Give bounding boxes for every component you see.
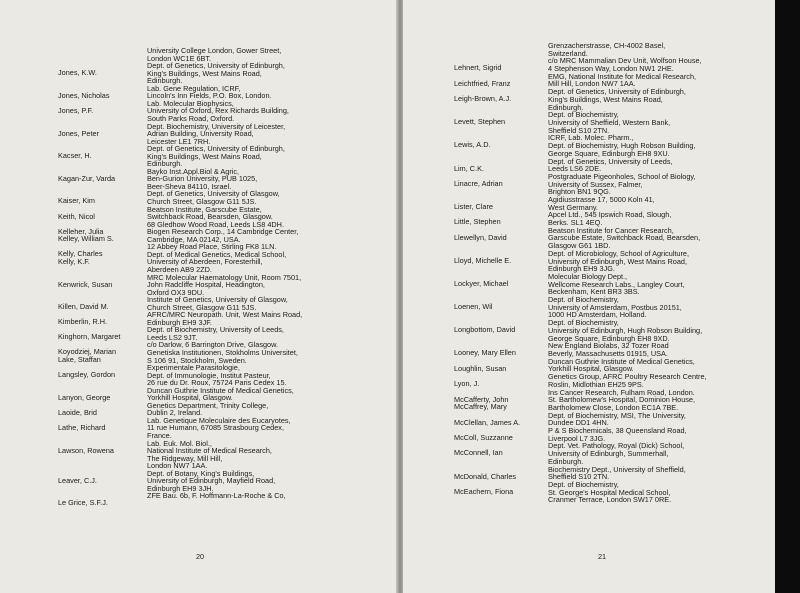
entry-address-line: St. Bartholomew's Hospital, Dominion House, xyxy=(548,395,695,405)
entry-name: Kelly, Charles xyxy=(58,249,103,259)
entry-address-line: MRC Molecular Haematology Unit, Room 7501, xyxy=(147,272,302,282)
entry-address-line: Edinburgh EH9 3JF. xyxy=(147,317,212,327)
entry-address-line: Postgraduate Pigeonholes, School of Biology, xyxy=(548,171,696,181)
entry-address-line: Cambridge, MA 02142, USA. xyxy=(147,234,241,244)
entry-name: Little, Stephen xyxy=(454,217,501,227)
entry-name: Kelly, K.F. xyxy=(58,256,90,266)
entry-address-line: S 106 91, Stockholm, Sweden. xyxy=(147,355,247,365)
entry-address-line: France. xyxy=(147,431,172,441)
entry-address-line: Leeds LS2 9JT. xyxy=(147,332,198,342)
entry-address-line: Lab. Gene Regulation, ICRF, xyxy=(147,83,241,93)
entry-address-line: Dept. of Genetics, University of Glasgow, xyxy=(147,189,280,199)
entry-name: Levett, Stephen xyxy=(454,117,506,127)
entry-address-line: Dept. of Biochemistry, xyxy=(548,295,619,305)
entry-address-line: Dundee DD1 4HN. xyxy=(548,418,609,428)
entry-address-line: Molecular Biology Dept., xyxy=(548,272,628,281)
entry-address-line: University of Edinburgh, Hugh Robson Building, xyxy=(548,325,703,335)
entry-name: McConnell, Ian xyxy=(454,448,503,458)
entry-name: Kinghorn, Margaret xyxy=(58,332,121,342)
entry-address-line: Dept. Vet. Pathology, Royal (Dick) School, xyxy=(548,441,685,451)
entry-name: McClellan, James A. xyxy=(454,417,521,427)
entry-name: Leaver, C.J. xyxy=(58,475,97,485)
entry-address-line: Lincoln's Inn Fields, P.O. Box, London. xyxy=(147,91,272,101)
entry-address-line: Genetics Group, AFRC Poultry Research Centre, xyxy=(548,372,707,382)
entry-address-line: Leeds LS6 2DE. xyxy=(548,164,602,174)
entry-address-line: Berks. SL1 4EQ. xyxy=(548,218,603,228)
entry-name: Looney, Mary Ellen xyxy=(454,348,516,358)
left-page-number: 20 xyxy=(196,552,205,561)
entry-name: Jones, Nicholas xyxy=(58,90,110,100)
entry-address-line: c/o Darlow, 6 Barrington Drive, Glasgow. xyxy=(147,340,278,350)
entry-address-line: Bayko Inst.Appl.Biol & Agric, xyxy=(147,166,240,176)
entry-address-line: George Square, Edinburgh EH8 9XU. xyxy=(548,148,670,158)
entry-address-line: Lab. Euk. Mol. Biol., xyxy=(147,438,212,448)
entry-address-line: EMG, National Institute for Medical Research, xyxy=(548,71,697,81)
entry-address-line: New England Biolabs, 32 Tozer Road xyxy=(548,341,669,351)
entry-address-line: John Radcliffe Hospital, Headington, xyxy=(147,280,265,290)
entry-address-line: Sheffield S10 2TN. xyxy=(548,472,610,482)
entry-address-line: Ben-Gurion University, PUB 1025, xyxy=(147,174,258,184)
entry-name: Langsley, Gordon xyxy=(58,370,116,380)
entry-address-line: ZFE Bau. 6b, F. Hoffmann-La-Roche & Co, xyxy=(147,491,286,501)
entry-address-line: South Parks Road, Oxford. xyxy=(147,113,235,123)
entry-name: Lockyer, Michael xyxy=(454,279,509,288)
entry-name: Llewellyn, David xyxy=(454,232,507,242)
entry-address-line: 1000 HD Amsterdam, Holland. xyxy=(548,310,647,320)
entry-name: Keith, Nicol xyxy=(58,211,95,221)
entry-address-line: Edinburgh. xyxy=(548,102,584,112)
entry-address-line: University of Amsterdam, Postbus 20151, xyxy=(548,302,682,312)
entry-address-line: Dept. of Genetics, University of Leeds, xyxy=(548,156,673,166)
entry-name: Koyodziej, Marian xyxy=(58,347,116,357)
entry-address-line: Dept. Biochemistry, University of Leicester, xyxy=(147,121,286,131)
entry-address-line: George Square, Edinburgh EH8 9XD. xyxy=(548,333,670,343)
entry-address-line: Ins Cancer Research, Fulham Road, London. xyxy=(548,387,695,397)
entry-address-line: Yorkhill Hospital, Glasgow. xyxy=(548,364,634,374)
entry-address-line: c/o MRC Mammalian Dev Unit, Wolfson House, xyxy=(548,56,702,66)
entry-name: Kacser, H. xyxy=(58,151,92,161)
entry-address-line: Yorkhill Hospital, Glasgow. xyxy=(147,393,233,403)
entry-name: Lewis, A.D. xyxy=(454,140,491,150)
entry-address-line: ICRF, Lab. Molec. Pharm., xyxy=(548,133,634,143)
entry-address-line: King's Buildings, West Mains Road, xyxy=(147,68,262,78)
entry-address-line: London NW7 1AA. xyxy=(147,461,208,471)
entry-address-line: Adrian Building, University Road, xyxy=(147,129,254,139)
right-page-number: 21 xyxy=(598,552,607,561)
entry-name: Le Grice, S.F.J. xyxy=(58,498,108,508)
entry-address-line: Dept. of Biochemistry, xyxy=(548,479,619,489)
entry-address-line: Switzerland. xyxy=(548,48,588,58)
entry-address-line: Lab. Genetique Moleculaire des Eucaryotes, xyxy=(147,415,291,425)
entry-name: Loughlin, Susan xyxy=(454,363,507,373)
entry-address-line: Leicester LE1 7RH. xyxy=(147,136,211,146)
entry-address-line: Dept. of Biochemistry, xyxy=(548,110,619,120)
entry-name: Laoide, Brid xyxy=(58,407,97,417)
entry-address-line: University of Aberdeen, Foresterhill, xyxy=(147,257,263,267)
entry-address-line: University of Edinburgh, Mayfield Road, xyxy=(147,476,276,486)
entry-name: McCafferty, John xyxy=(454,394,509,404)
entry-address-line: Apcel Ltd., 545 Ipswich Road, Slough, xyxy=(548,210,672,220)
entry-name: Lloyd, Michelle E. xyxy=(454,255,512,265)
entry-address-line: University of Sussex, Falmer, xyxy=(548,179,643,189)
entry-address-line: Grenzacherstrasse, CH-4002 Basel, xyxy=(548,41,666,50)
entry-address-line: 11 rue Humann, 67085 Strasbourg Cedex, xyxy=(147,423,284,433)
entry-address-line: King's Buildings, West Mains Road, xyxy=(548,94,663,104)
entry-name: Leigh-Brown, A.J. xyxy=(454,94,512,104)
entry-address-line: P & S Biochemicals, 38 Queensland Road, xyxy=(548,426,687,435)
entry-address-line: Genetics Department, Trinity College, xyxy=(147,400,269,410)
entry-name: McDonald, Charles xyxy=(454,471,517,481)
entry-name: Kenwrick, Susan xyxy=(58,279,113,289)
right-page xyxy=(403,0,775,593)
entry-name: Jones, Peter xyxy=(58,128,99,138)
entry-name: Lawson, Rowena xyxy=(58,445,114,455)
entry-address-line: Genetiska Institutionen, Stokholms Universitet, xyxy=(147,348,298,357)
entry-name: Lyon, J. xyxy=(454,379,480,389)
entry-name: McColl, Suzzanne xyxy=(454,433,513,442)
entry-address-line: Edinburgh EH9 3JH. xyxy=(147,483,214,493)
entry-address-line: Beatson Institute for Cancer Research, xyxy=(548,225,674,235)
entry-address-line: Dept. of Biochemistry, MSI, The University, xyxy=(548,410,686,420)
entry-address-line: Edinburgh. xyxy=(147,76,183,86)
entry-address-line: Edinburgh EH9 3JG. xyxy=(548,264,615,274)
entry-address-line: Edinburgh. xyxy=(147,159,183,169)
entry-name: Leichtfried, Franz xyxy=(454,78,511,88)
entry-address-line: Institute of Genetics, University of Glasgow, xyxy=(147,295,288,305)
entry-address-line: Edinburgh. xyxy=(548,456,584,466)
entry-address-line: Church Street, Glasgow G11 5JS. xyxy=(147,302,257,312)
entry-address-line: Switchback Road, Bearsden, Glasgow. xyxy=(147,212,273,222)
entry-name: Kagan-Zur, Varda xyxy=(58,173,116,183)
entry-address-line: AFRC/MRC Neuropath. Unit, West Mains Road, xyxy=(147,310,303,320)
entry-address-line: 26 rue du Dr. Roux, 75724 Paris Cedex 15. xyxy=(147,378,287,388)
entry-address-line: Mill Hill, London NW7 1AA. xyxy=(548,79,636,89)
entry-address-line: The Ridgeway, Mill Hill, xyxy=(147,453,223,463)
entry-name: Longbottom, David xyxy=(454,325,516,335)
entry-name: Loenen, Wil xyxy=(454,302,493,312)
entry-name: Lake, Staffan xyxy=(58,355,101,364)
entry-name: Kelleher, Julia xyxy=(58,226,104,236)
entry-address-line: Biochemistry Dept., University of Sheffield, xyxy=(548,464,686,474)
background-edge xyxy=(775,0,800,593)
entry-address-line: University of Oxford, Rex Richards Building, xyxy=(147,106,289,116)
entry-address-line: 4 Stephenson Way, London NW1 2HE. xyxy=(548,64,674,74)
entry-name: Jones, P.F. xyxy=(58,105,94,115)
entry-address-line: London WC1E 6BT. xyxy=(147,53,212,63)
entry-address-line: Dept. of Biochemistry, University of Leeds, xyxy=(147,325,284,335)
entry-address-line: Aberdeen AB9 2ZD. xyxy=(147,264,212,274)
entry-address-line: Beckenham, Kent BR3 3BS. xyxy=(548,287,640,297)
entry-address-line: Beatson Institute, Garscube Estate, xyxy=(147,204,262,214)
entry-name: Killen, David M. xyxy=(58,302,109,312)
entry-name: Kaiser, Kim xyxy=(58,196,95,206)
entry-address-line: Dept. of Biochemistry, xyxy=(548,318,619,328)
entry-address-line: University College London, Gower Street, xyxy=(147,46,282,55)
entry-address-line: Dept. of Microbiology, School of Agriculture, xyxy=(548,248,690,258)
entry-address-line: Lab. Molecular Biophysics, xyxy=(147,98,234,108)
entry-address-line: University of Edinburgh, Summerhall, xyxy=(548,449,669,459)
entry-address-line: Dept. of Genetics, University of Edinburgh, xyxy=(548,87,686,97)
entry-address-line: Biogen Research Corp., 14 Cambridge Center, xyxy=(147,227,299,237)
entry-name: Lister, Clare xyxy=(454,202,493,211)
entry-name: Jones, K.W. xyxy=(58,68,97,78)
entry-address-line: University of Sheffield, Western Bank, xyxy=(548,117,671,127)
entry-address-line: Oxford OX3 9DU. xyxy=(147,287,205,297)
entry-address-line: Duncan Guthrie Institute of Medical Genetics, xyxy=(548,356,695,366)
entry-address-line: Experimentale Parasitologie, xyxy=(147,363,240,373)
entry-address-line: Dept. of Botany, King's Buildings, xyxy=(147,468,255,478)
entry-address-line: Dept. of Genetics, University of Edinburgh, xyxy=(147,144,285,154)
entry-address-line: Church Street, Glasgow G11 5JS. xyxy=(147,196,257,206)
entry-address-line: 68 Gledhow Wood Road, Leeds LS8 4DH. xyxy=(147,219,284,229)
entry-address-line: Beverly, Massachusetts 01915, USA. xyxy=(548,348,668,358)
entry-address-line: Bartholomew Close, London EC1A 7BE. xyxy=(548,402,679,412)
entry-name: Lathe, Richard xyxy=(58,422,106,432)
entry-name: Kelley, William S. xyxy=(58,234,114,244)
entry-address-line: Dublin 2, Ireland. xyxy=(147,408,203,418)
entry-address-line: Duncan Guthrie Institute of Medical Genetics, xyxy=(147,385,294,395)
entry-address-line: Garscube Estate, Switchback Road, Bearsden, xyxy=(548,233,701,243)
entry-name: McEachern, Fiona xyxy=(454,486,514,496)
entry-address-line: Liverpool L7 3JG. xyxy=(548,433,606,443)
entry-address-line: Dept. of Medical Genetics, Medical School, xyxy=(147,249,287,259)
entry-address-line: King's Buildings, West Mains Road, xyxy=(147,151,262,161)
entry-address-line: Sheffield S10 2TN. xyxy=(548,125,610,135)
left-page xyxy=(0,0,398,593)
entry-address-line: West Germany. xyxy=(548,202,599,212)
entry-name: Kimberlin, R.H. xyxy=(58,317,108,327)
entry-address-line: Glasgow G61 1BD. xyxy=(548,241,611,251)
entry-address-line: Cranmer Terrace, London SW17 0RE. xyxy=(548,495,672,505)
entry-address-line: Dept. of Biochemistry, Hugh Robson Building, xyxy=(548,141,696,151)
entry-address-line: St. George's Hospital Medical School, xyxy=(548,487,671,497)
entry-address-line: Brighton BN1 9QG. xyxy=(548,187,611,197)
entry-address-line: Agidiusstrasse 17, 5000 Koln 41, xyxy=(548,195,655,204)
entry-address-line: Dept. of Immunologie, Institut Pasteur, xyxy=(147,370,271,380)
entry-address-line: Roslin, Midlothian EH25 9PS. xyxy=(548,379,644,389)
entry-name: Linacre, Adrian xyxy=(454,178,503,188)
entry-address-line: Beer-Sheva 84110, Israel. xyxy=(147,181,232,191)
entry-name: Lehnert, Sigrid xyxy=(454,63,502,73)
entry-name: Lanyon, George xyxy=(58,392,111,402)
entry-address-line: Wellcome Research Labs., Langley Court, xyxy=(548,279,685,289)
entry-name: McCaffrey, Mary xyxy=(454,402,507,412)
entry-name: Lim, C.K. xyxy=(454,163,485,173)
entry-address-line: National Institute of Medical Research, xyxy=(147,446,272,456)
entry-address-line: University of Edinburgh, West Mains Road, xyxy=(548,256,687,266)
entry-address-line: 12 Abbey Road Place, Stirling FK8 1LN. xyxy=(147,242,277,252)
entry-address-line: Dept. of Genetics, University of Edinburgh, xyxy=(147,61,285,71)
